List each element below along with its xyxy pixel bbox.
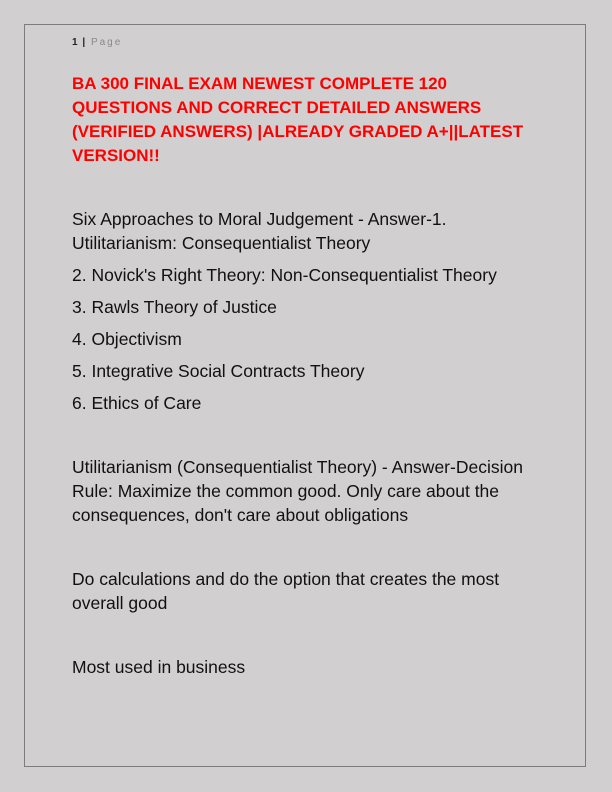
list-item-integrative: 5. Integrative Social Contracts Theory bbox=[72, 361, 365, 381]
page-header bbox=[72, 37, 122, 48]
document-title: BA 300 FINAL EXAM NEWEST COMPLETE 120 QUESTIONS AND CORRECT DETAILED ANSWERS (VERIFIED ANSWERS) |ALREADY GRADED A+||LATEST VERSION!! bbox=[72, 74, 524, 165]
page-label: Page bbox=[90, 37, 123, 48]
list-item-ethics-of-care: 6. Ethics of Care bbox=[72, 393, 202, 413]
paragraph-calculations: Do calculations and do the option that creates the most overall good bbox=[72, 569, 500, 613]
list-item-rawls: 3. Rawls Theory of Justice bbox=[72, 297, 277, 317]
paragraph-approaches: Six Approaches to Moral Judgement - Answer-1. Utilitarianism: Consequentialist Theory bbox=[72, 209, 447, 253]
page-separator: | bbox=[82, 37, 86, 48]
list-item-objectivism: 4. Objectivism bbox=[72, 329, 182, 349]
list-item-novick: 2. Novick's Right Theory: Non-Consequentialist Theory bbox=[72, 265, 497, 285]
page-number: 1 bbox=[72, 37, 78, 48]
paragraph-business: Most used in business bbox=[72, 657, 246, 677]
paragraph-utilitarianism: Utilitarianism (Consequentialist Theory) - Answer-Decision Rule: Maximize the common good. Only care about the consequences, don't care about obligations bbox=[72, 457, 523, 525]
